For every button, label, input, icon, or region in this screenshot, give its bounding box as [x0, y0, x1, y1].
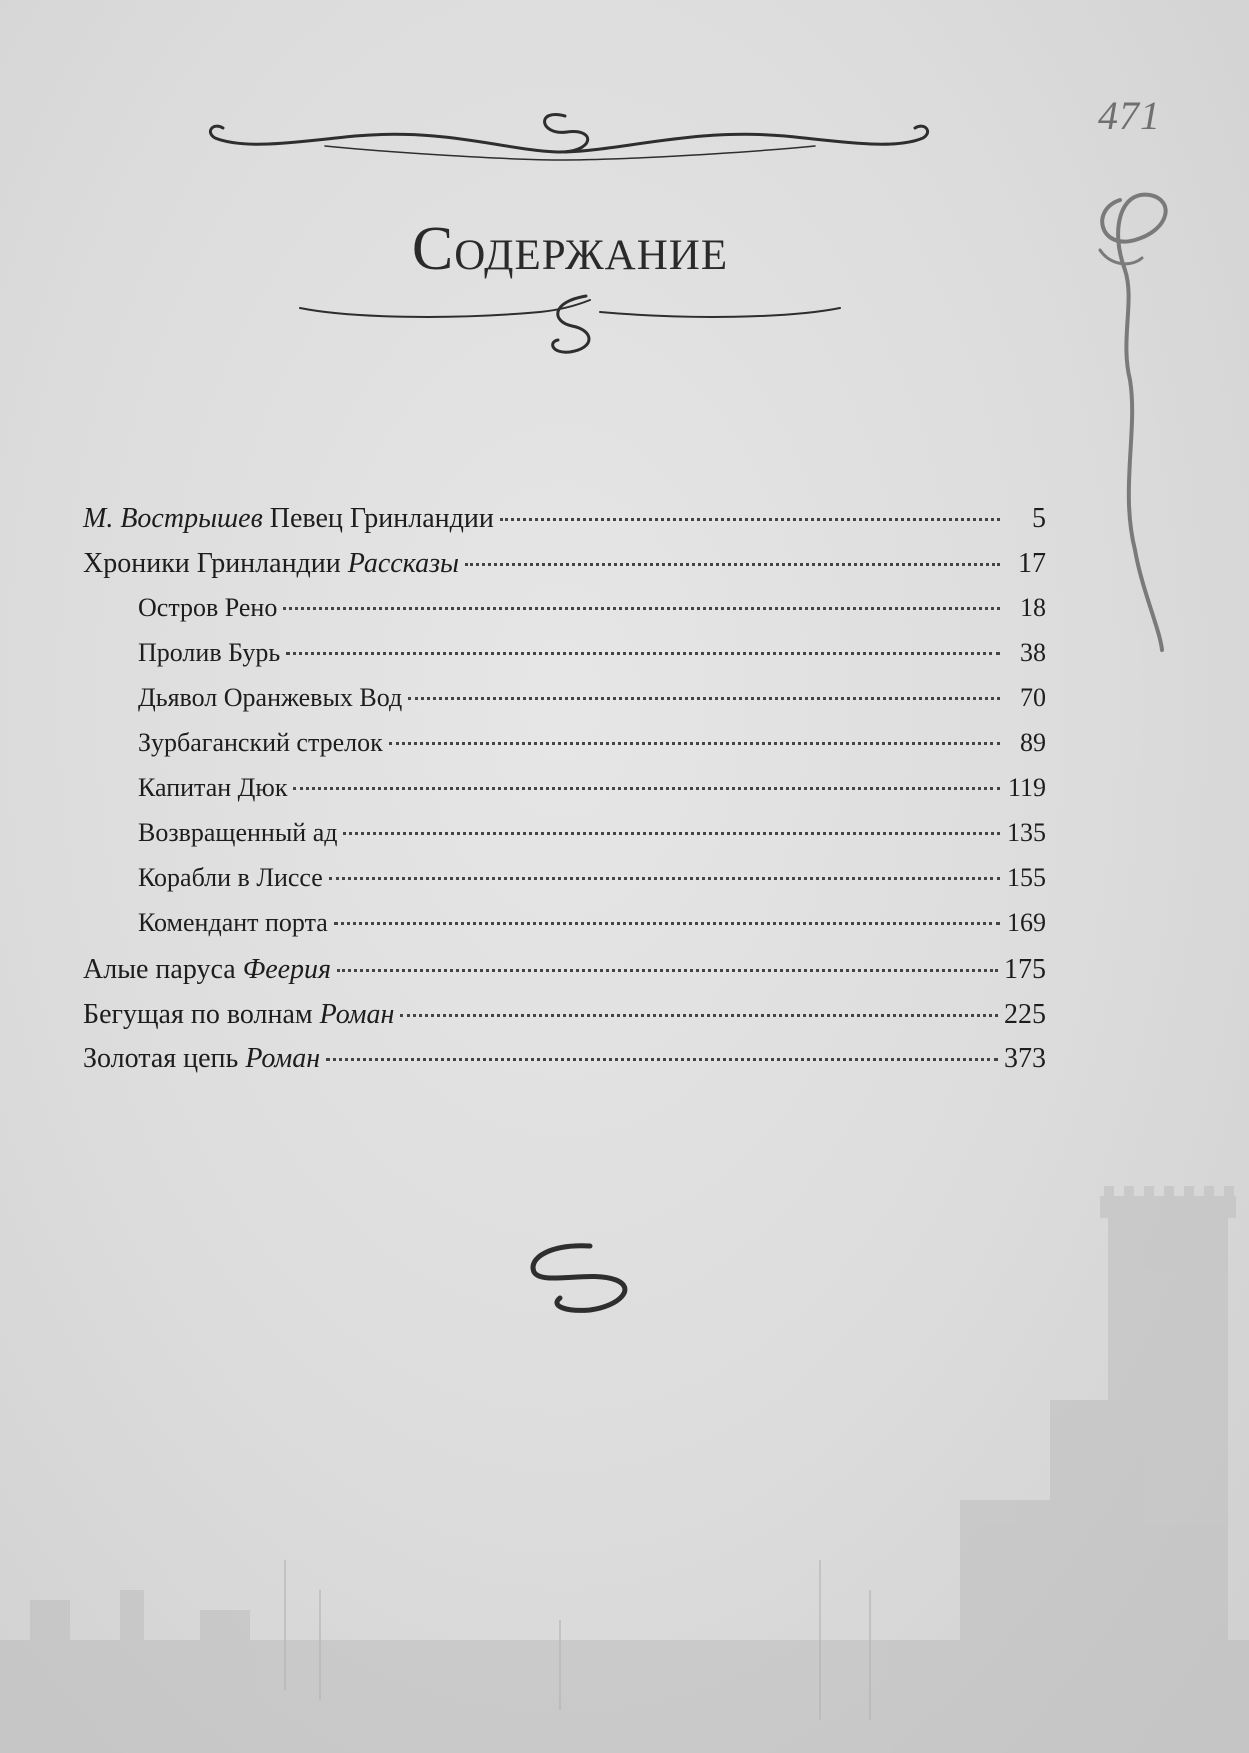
dot-leader: [400, 1014, 998, 1017]
toc-entry-title: Золотая цепь: [83, 1043, 239, 1074]
toc-entry-genre: Роман: [319, 998, 395, 1030]
page-title: Содержание: [411, 215, 729, 283]
toc-subentry[interactable]: [83, 636, 1046, 681]
toc-entry-page: 70: [1020, 683, 1046, 712]
toc-entry-title: Хроники Гринландии: [83, 547, 341, 579]
toc-subentry[interactable]: [83, 726, 1046, 771]
toc-entry-page: 38: [1020, 638, 1046, 667]
toc-entry-page: 373: [1004, 1043, 1046, 1074]
toc-entry[interactable]: [83, 547, 1046, 592]
dot-leader: [500, 518, 1000, 521]
toc-entry-title: Остров Рено: [138, 593, 278, 622]
toc-entry-page: 225: [1004, 998, 1046, 1030]
toc-entry[interactable]: [83, 953, 1046, 998]
toc-entry-title: Пролив Бурь: [138, 638, 281, 667]
toc-entry-title: Бегущая по волнам: [83, 998, 313, 1030]
header-ornament-top: [205, 108, 935, 188]
toc-entry-page: 18: [1020, 593, 1046, 622]
toc-entry-genre: Рассказы: [347, 547, 459, 579]
toc-entry-title: Алые паруса: [83, 954, 236, 985]
toc-entry-page: 119: [1007, 773, 1046, 802]
dot-leader: [343, 832, 1000, 835]
dot-leader: [337, 969, 998, 972]
toc-subentry[interactable]: [83, 861, 1046, 906]
footer-ornament: [520, 1240, 640, 1320]
toc-entry-author: М. Вострышев: [83, 503, 263, 534]
toc-entry-title: Комендант порта: [138, 908, 328, 937]
toc-entry-title: Зурбаганский стрелок: [138, 728, 383, 757]
toc-entry-page: 155: [1007, 863, 1046, 892]
dot-leader: [329, 877, 1000, 880]
toc-entry-page: 5: [1032, 503, 1046, 534]
dot-leader: [408, 697, 1000, 700]
toc-entry[interactable]: [83, 502, 1046, 547]
dot-leader: [326, 1058, 998, 1061]
toc-subentry[interactable]: [83, 681, 1046, 726]
toc-entry[interactable]: [83, 1042, 1046, 1087]
toc-entry-page: 89: [1020, 728, 1046, 757]
dot-leader: [283, 607, 1000, 610]
toc-entry-title: Дьявол Оранжевых Вод: [138, 683, 403, 712]
table-of-contents: [83, 502, 1046, 1087]
toc-entry-title: Возвращенный ад: [138, 818, 338, 847]
dot-leader: [465, 563, 1000, 566]
toc-subentry[interactable]: [83, 816, 1046, 861]
dot-leader: [389, 742, 1000, 745]
dot-leader: [293, 787, 1000, 790]
toc-entry-title: Капитан Дюк: [138, 773, 288, 802]
dot-leader: [334, 922, 1000, 925]
toc-entry-genre: Феерия: [242, 954, 332, 985]
header-ornament-bottom: [290, 286, 850, 366]
toc-entry-page: 175: [1004, 954, 1046, 985]
page-number: 471: [1098, 93, 1161, 138]
toc-entry-title: Певец Гринландии: [269, 503, 494, 534]
toc-subentry[interactable]: [83, 906, 1046, 951]
toc-entry-genre: Роман: [245, 1043, 321, 1074]
toc-subentry[interactable]: [83, 771, 1046, 816]
toc-entry[interactable]: [83, 998, 1046, 1043]
dot-leader: [286, 652, 1000, 655]
toc-entry-page: 17: [1018, 547, 1046, 579]
toc-entry-page: 169: [1007, 908, 1046, 937]
toc-entry-page: 135: [1007, 818, 1046, 847]
toc-entry-title: Корабли в Лиссе: [138, 863, 323, 892]
toc-subentry[interactable]: [83, 591, 1046, 636]
